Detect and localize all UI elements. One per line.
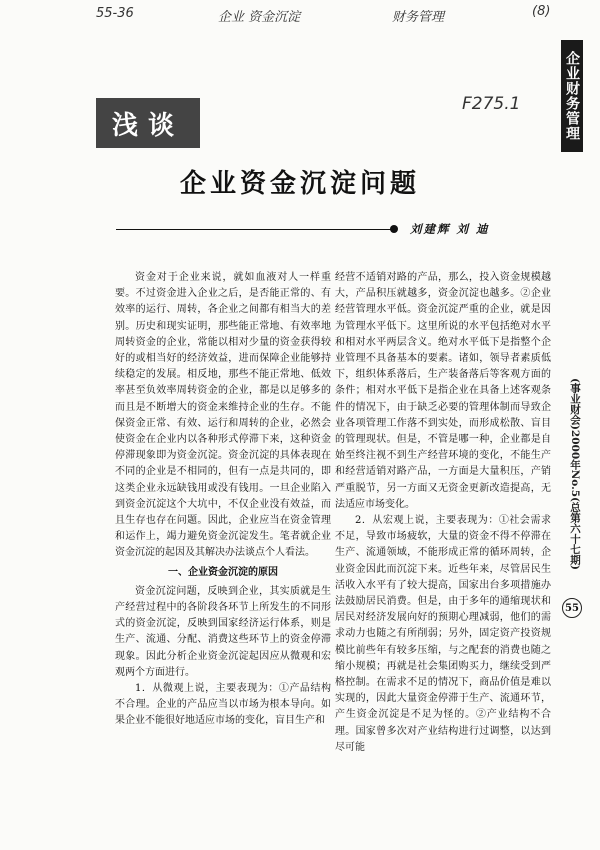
body-column-left: [115, 270, 331, 730]
paragraph: 1．从微观上说，主要表现为：①产品结构不合理。企业的产品应当以市场为根本导向。如果企业不能很好地适应市场的变化，盲目生产和: [115, 683, 331, 727]
journal-issue: (事业财会)2000年No.5(总第六十七期): [569, 378, 581, 570]
article-title: 企业资金沉淀问题: [179, 169, 420, 199]
paragraph: 资金对于企业来说，就如血液对人一样重要。不过资金进入企业之后，是否能正常的、有效率的运行、周转，各企业之间都有相当大的差别。历史和现实证明，那些能正常地、有效率地周转资金的企业，常能以相对少量的资金获得较好的或相当好的经济效益，进而保障企业能够持续稳定的发展。相反地，那些不能正常地、低效率甚至负效率周转资金的企业，都是以足够多的而且是不断增大的资金来维持企业的生存。不能保资金正常、有效、运行和周转的企业，必然会使资金在企业内以各种形式停滞下来，这种资金停滞现象即为资金沉淀。资金沉淀的具体表现在不同的企业是不相同的，但有一点是共同的，即这类企业永远缺钱用或没有钱用。一旦企业陷入到资金沉淀这个大坑中，不仅企业没有效益，而且生存也存在问题。因此，企业应当在资金管理和运作上，竭力避免资金沉淀发生。笔者就企业资金沉淀的起因及其解决办法谈点个人看法。: [115, 272, 331, 559]
journal-section-tab: 企业财务管理: [561, 40, 583, 152]
paragraph: 2．从宏观上说，主要表现为：①社会需求不足，导致市场疲软，大量的资金不得不停滞在生产、流通领域，不能形成正常的循环周转，企业资金因此而沉淀下来。近些年来，尽管居民生活收入水平有了较大提高，国家出台多项措施办法鼓励居民消费。但是，由于多年的通缩现状和居民对经济发展向好的预期心理减弱，他们的需求动力也随之有所削弱；另外，固定资产投资规模比前些年有较多压缩，与之配套的消费也随之缩小规模；再就是社会集团购买力，继续受到严格控制。在需求不足的情况下，商品价值是难以实现的，因此大量资金停滞于生产、流通环节，产生资金沉淀是不足为怪的。②产业结构不合理。国家曾多次对产业结构进行过调整，以达到尽可能: [335, 515, 551, 753]
section-heading: 一、企业资金沉淀的原因: [168, 566, 278, 578]
author-bullet: [390, 225, 398, 233]
body-column-right: [335, 270, 551, 756]
paragraph: 资金沉淀问题，反映到企业，其实质就是生产经营过程中的各阶段各环节上所发生的不同形式的资金沉淀，反映到国家经济运行体系，则是生产、流通、分配、消费这些环节上的资金停滞现象。因此分析企业资金沉淀起因应从微观和宏观两个方面进行。: [115, 585, 331, 678]
handwritten-note-1: 55-36: [96, 6, 134, 21]
author-rule: [116, 229, 392, 230]
page-number: 55: [562, 598, 582, 618]
handwritten-note-3: 财务管理: [392, 10, 445, 25]
article-authors: 刘建辉 刘 迪: [410, 222, 490, 236]
paragraph: 经营不适销对路的产品，那么，投入资金规模越大，产品积压就越多，资金沉淀也越多。②企业经营管理水平低。资金沉淀严重的企业，就是因为管理水平低下。这里所说的水平包括绝对水平和相对水平两层含义。绝对水平低下是指整个企业管理不具备基本的要素。诸如，领导者素质低下，组织体系落后，生产装备落后等客观方面的条件；相对水平低下是指企业在具备上述客观条件的情况下，由于缺乏必要的管理体制而导致企业各项管理工作落不到实处，而形成松散、盲目的管理现状。但是，不管是哪一种，企业都是自始至终注视不到生产经营环境的变化，不能生产和经营适销对路产品，一方面是大量积压，产销严重脱节，另一方面又无资金更新改造提高，无法适应市场变化。: [335, 272, 551, 510]
handwritten-note-4: (8): [532, 4, 551, 19]
column-banner: [96, 98, 200, 148]
call-number: F275.1: [462, 94, 521, 114]
column-banner-label: 浅谈: [111, 110, 184, 141]
handwritten-note-2: 企业 资金沉淀: [218, 10, 301, 25]
